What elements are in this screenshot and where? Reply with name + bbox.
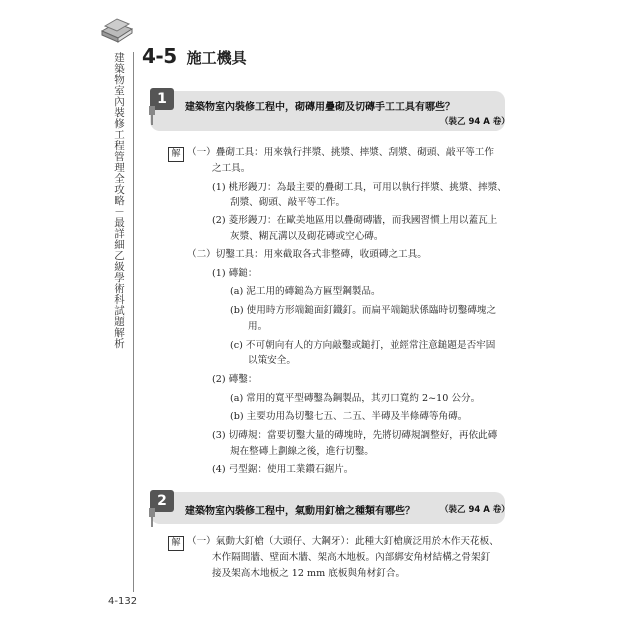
question-text-2: 建築物室內裝修工程中，氣動用釘槍之種類有哪些？ (185, 506, 415, 517)
section-number: 4-5 (142, 44, 177, 68)
question-number-2: 2 (150, 490, 174, 512)
answer1-line: (2) 磚鑿： (212, 374, 258, 385)
answer1-line: （一）疊砌工具：用來執行拌漿、挑漿、摔漿、刮漿、砌頭、敲平等工作 (187, 147, 494, 158)
answer1-line: （二）切鑿工具：用來截取各式非整磚，收頭磚之工具。 (187, 249, 427, 260)
pushpin-icon (146, 104, 158, 126)
section-title: 施工機具 (186, 49, 247, 67)
answer1-line: (a) 泥工用的磚鎚為方匾型鋼製品。 (230, 286, 381, 297)
question-source-2: （裝乙 94 A 卷） (440, 505, 510, 515)
answer1-line: 刮漿、砌頭、敲平等工作。 (230, 197, 346, 208)
answer-label-1: 解 (168, 147, 184, 162)
answer1-line: (a) 常用的寬平型磚鑿為鋼製品，其刃口寬約 2~10 公分。 (230, 393, 481, 404)
answer1-line: 規在整磚上劃線之後，進行切鑿。 (230, 446, 374, 457)
answer1-line: (3) 切磚規：當要切鑿大量的磚塊時，先將切磚規調整好，再依此磚 (212, 430, 498, 441)
page-number: 4-132 (108, 596, 138, 607)
section-heading (142, 44, 247, 68)
answer2-line: （一）氣動大釘槍（大頭仔、大鋼牙）：此種大釘槍廣泛用於木作天花板、 (187, 536, 499, 547)
answer2-line: 接及架高木地板之 12 mm 底板與角材釘合。 (212, 568, 406, 579)
question-source-1: （裝乙 94 A 卷） (440, 117, 510, 127)
answer1-line: (b) 使用時方形端鎚面釘鐵釘。而扁平端鎚狀係臨時切鑿磚塊之 (230, 305, 497, 316)
question-text-1: 建築物室內裝修工程中，砌磚用疊砌及切磚手工工具有哪些？ (185, 102, 455, 113)
question-number-1: 1 (150, 88, 174, 110)
answer1-line: (c) 不可朝向有人的方向敲鑿或鎚打，並經常注意鎚題是否牢固 (230, 340, 496, 351)
answer1-line: 灰漿、糊瓦溝以及砌花磚或空心磚。 (230, 231, 384, 242)
answer1-line: 之工具。 (212, 163, 251, 174)
answer1-line: (4) 弓型鋸：使用工業鑽石鋸片。 (212, 464, 354, 475)
side-book-title: 建築物室內裝修工程管理全攻略－最詳細乙級學術科試題解析 (113, 52, 125, 349)
answer1-line: (2) 菱形鏝刀：在歐美地區用以疊砌磚牆，而我國習慣上用以蓋瓦上 (212, 215, 498, 226)
sidebar-divider (133, 52, 134, 592)
answer-label-2: 解 (168, 536, 184, 551)
answer1-line: (1) 磚鎚： (212, 268, 258, 279)
pushpin-icon (146, 506, 158, 528)
answer1-line: (1) 桃形鏝刀：為最主要的疊砌工具，可用以執行拌漿、挑漿、摔漿、 (212, 182, 507, 193)
answer1-line: 以策安全。 (248, 355, 296, 366)
book-stack-icon (100, 17, 134, 43)
answer1-line: (b) 主要功用為切鑿七五、二五、半磚及半條磚等角磚。 (230, 411, 468, 422)
answer2-line: 木作隔間牆、壁面木牆、架高木地板。內部綁安角材結構之骨架釘 (212, 552, 491, 563)
answer1-line: 用。 (248, 321, 268, 332)
